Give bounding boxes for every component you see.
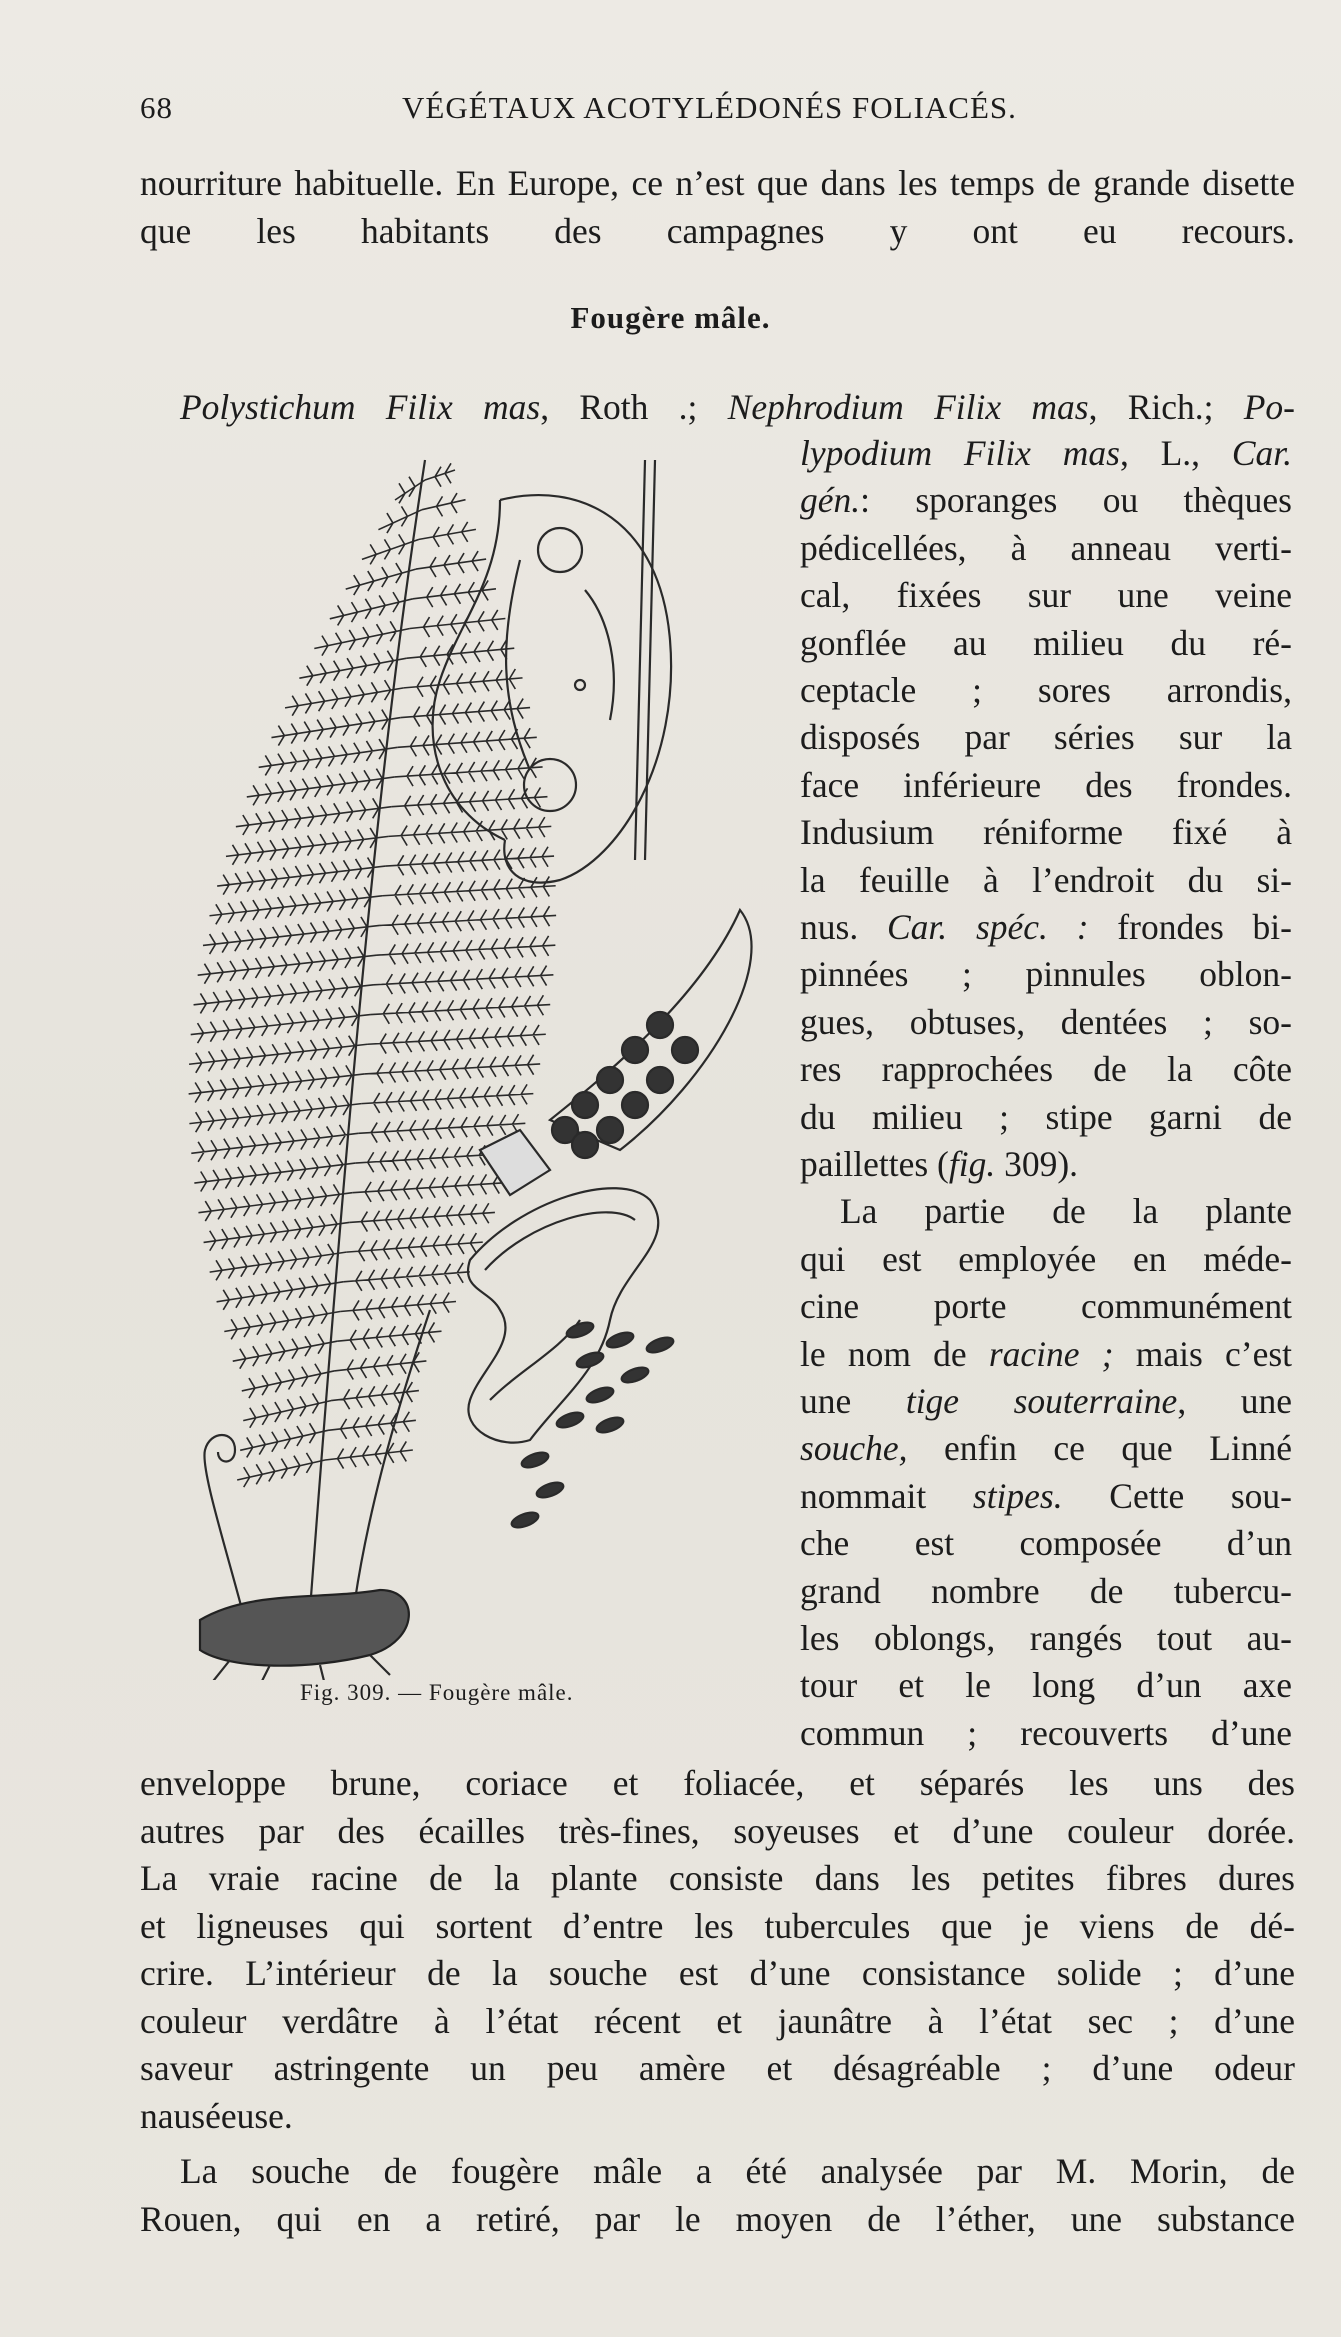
column-line (800, 1236, 1292, 1283)
column-line (800, 857, 1292, 904)
text-run: mais c’est (1113, 1333, 1292, 1374)
paragraph-line: enveloppe brune, coriace et foliacée, et séparés les uns des (140, 1763, 1295, 1803)
italic-term: tige souterraine (905, 1381, 1178, 1421)
figure-caption: Fig. 309. — Fougère mâle. (300, 1680, 574, 1705)
column-line (800, 572, 1292, 619)
fern-pinna (189, 1065, 365, 1102)
paragraph-line: couleur verdâtre à l’état récent et jaunâtre à l’état sec ; d’une (140, 2000, 1295, 2041)
sorus-dot (572, 1092, 598, 1118)
text-run: enfin ce que Linné (907, 1428, 1292, 1469)
text-run: une (800, 1381, 906, 1421)
fern-pinna (217, 1274, 344, 1310)
column-line (800, 1615, 1292, 1662)
text-run: qui est employée en méde- (800, 1238, 1292, 1279)
column-line (800, 1094, 1292, 1141)
paragraph-line: La vraie racine de la plante consiste dans les petites fibres dures (140, 1858, 1295, 1898)
italic-term: racine ; (988, 1333, 1114, 1374)
fern-pinna (328, 1412, 416, 1439)
fern-pinna (247, 769, 395, 806)
column-line (800, 525, 1292, 572)
text-run: gues, obtuses, dentées ; so- (800, 1001, 1292, 1042)
fern-pinna (361, 1084, 533, 1113)
column-line (800, 1710, 1292, 1757)
fern-pinna (373, 966, 553, 995)
column-line (800, 1473, 1292, 1520)
text-run: che est composée d’un (800, 1523, 1292, 1564)
text-run: du milieu ; stipe garni de (800, 1096, 1292, 1137)
italic-term: lypodium Filix mas (800, 433, 1120, 473)
text-run: cal, fixées sur une veine (800, 575, 1292, 616)
italic-term: fig. (948, 1144, 996, 1184)
column-line (800, 904, 1292, 951)
fern-pinna (194, 1155, 355, 1192)
text-run: les oblongs, rangés tout au- (800, 1618, 1292, 1658)
text-run: nommait (800, 1475, 973, 1516)
rhizome-scale (555, 1410, 585, 1431)
fern-pinna (410, 610, 506, 637)
column-line (800, 1378, 1292, 1425)
column-line (800, 430, 1292, 477)
fern-pinna (358, 1114, 525, 1142)
italic-term: souche, (800, 1428, 908, 1469)
fern-pinna (203, 917, 380, 954)
column-line (800, 1425, 1292, 1472)
fern-pinna (352, 1174, 506, 1202)
column-line (800, 1141, 1292, 1188)
column-line (800, 620, 1292, 667)
text-run: 309). (995, 1144, 1079, 1184)
column-line (800, 809, 1292, 856)
sorus-dot (647, 1012, 673, 1038)
text-run: nus. (800, 907, 887, 947)
fern-pinna (407, 639, 514, 667)
sorus-dot (672, 1037, 698, 1063)
text-run: grand nombre de tubercu- (800, 1570, 1292, 1611)
fern-pinna (189, 1036, 367, 1073)
italic-term: gén. (800, 480, 861, 521)
column-line (800, 1662, 1292, 1709)
fern-pinna (364, 1055, 540, 1084)
rhizome-scale (520, 1450, 550, 1471)
fern-pinna (330, 592, 413, 625)
fern-pinna (285, 680, 404, 716)
fern-pinna (419, 522, 476, 547)
text-run: Indusium réniforme fixé à (800, 812, 1292, 853)
synonym-auth-1: , Roth .; (540, 387, 728, 427)
synonym-name-2: Nephrodium Filix mas (727, 387, 1089, 427)
fern-pinna (370, 995, 550, 1024)
text-run: , une (1177, 1381, 1293, 1421)
fern-pinna (325, 1441, 413, 1468)
page-header (140, 90, 1290, 136)
text-run: pédicellées, à anneau verti- (800, 527, 1292, 568)
fern-pinna (243, 1393, 331, 1427)
fern-pinna (343, 1263, 470, 1291)
rhizome-scale (595, 1415, 625, 1436)
fern-pinna (340, 1293, 456, 1321)
rhizome-scale (605, 1330, 635, 1351)
fern-pinna (189, 1095, 361, 1132)
sorus-dot (597, 1067, 623, 1093)
fern-pinna (299, 651, 406, 686)
text-run: pinnées ; pinnules oblon- (800, 954, 1292, 995)
column-line (800, 1331, 1292, 1378)
paragraph-line: La souche de fougère mâle a été analysée par M. Morin, de (180, 2151, 1295, 2191)
section-title: Fougère mâle. (570, 300, 771, 335)
italic-term: stipes. (972, 1475, 1063, 1516)
synonym-name-3: Po- (1243, 387, 1295, 427)
synonyms-line (180, 384, 1295, 432)
italic-term: Car. spéc. : (886, 907, 1089, 947)
text-run: disposés par séries sur la (800, 717, 1292, 758)
synonym-auth-2: , Rich.; (1088, 387, 1244, 427)
paragraph-line: et ligneuses qui sortent d’entre les tubercules que je viens de dé- (140, 1905, 1295, 1946)
synonym-name-1: Polystichum Filix mas (180, 387, 541, 427)
intro-paragraph: nourriture habituelle. En Europe, ce n’est que dans les temps de grande disette que les habitants des campagnes y ont eu recours. (140, 163, 1295, 251)
column-line (800, 1283, 1292, 1330)
column-line (800, 1568, 1292, 1615)
fern-pinna (217, 857, 385, 894)
fern-pinna (204, 1214, 350, 1251)
paragraph-line: Rouen, qui en a retiré, par le moyen de l’éther, une substance (140, 2198, 1295, 2239)
fern-pinna (367, 1025, 545, 1054)
text-run: ceptacle ; sores arrondis, (800, 670, 1292, 710)
paragraph-line: saveur astringente un peu amère et désagréable ; d’une odeur (140, 2048, 1295, 2088)
rhizome-scale (575, 1350, 605, 1371)
fern-pinna (271, 710, 400, 746)
fern-pinna (198, 947, 377, 984)
text-run: la feuille à l’endroit du si- (800, 859, 1292, 900)
text-run: paillettes ( (800, 1144, 949, 1184)
paragraph-line: autres par des écailles très-fines, soyeuses et d’une couleur dorée. (140, 1810, 1295, 1851)
rhizome-scale (620, 1365, 650, 1386)
column-line (800, 1046, 1292, 1093)
text-run: frondes bi- (1088, 907, 1292, 947)
paragraph-line: crire. L’intérieur de la souche est d’une consistance solide ; d’une (140, 1953, 1295, 1993)
text-run: face inférieure des frondes. (800, 764, 1292, 805)
fern-pinna (349, 1203, 495, 1231)
fern-pinna (236, 798, 392, 835)
text-run: cine porte communément (800, 1286, 1292, 1327)
fern-illustration (140, 440, 790, 1680)
italic-term: Car. (1231, 433, 1293, 473)
fern-pinna (380, 906, 557, 935)
sorus-dot (597, 1117, 623, 1143)
column-line (840, 1188, 1292, 1235)
column-line (800, 714, 1292, 761)
fern-pinna (191, 1125, 358, 1162)
fern-pinna (237, 1453, 325, 1487)
fern-pinna (377, 936, 556, 965)
fern-pinna (395, 758, 543, 786)
text-run: , L., (1119, 433, 1232, 473)
text-run: Cette sou- (1062, 1475, 1292, 1516)
fern-pinna (346, 1233, 483, 1261)
fern-pinna (337, 1322, 441, 1350)
text-run: res rapprochées de la côte (800, 1049, 1292, 1090)
fern-pinna (191, 1006, 371, 1043)
text-run: tour et le long d’un axe (800, 1665, 1292, 1706)
fern-pinna (422, 493, 466, 516)
column-line (800, 1520, 1292, 1567)
text-run: La partie de la plante (840, 1191, 1292, 1232)
fern-pinna (404, 669, 523, 697)
text-run: commun ; recouverts d’une (800, 1712, 1292, 1753)
fern-pinna (194, 976, 374, 1013)
fern-pinna (389, 817, 552, 845)
sorus-dot (622, 1092, 648, 1118)
text-run: : sporanges ou thèques (860, 480, 1292, 521)
rhizome-scale (510, 1510, 540, 1531)
fern-pinna (242, 1364, 334, 1398)
fern-pinna (198, 1184, 352, 1221)
sorus-dot (647, 1067, 673, 1093)
column-line (800, 667, 1292, 714)
rhizome-scale (565, 1320, 595, 1341)
rhizome-scale (535, 1480, 565, 1501)
sorus-dot (572, 1132, 598, 1158)
text-run: le nom de (800, 1333, 989, 1374)
sorus-dot (622, 1037, 648, 1063)
column-line (800, 477, 1292, 524)
rhizome-scale (585, 1385, 615, 1406)
running-title: VÉGÉTAUX ACOTYLÉDONÉS FOLIACÉS. (402, 90, 1017, 125)
fern-pinna (314, 621, 410, 655)
fern-pinna (233, 1334, 337, 1369)
rhizome-scale (645, 1335, 675, 1356)
fern-pinna (386, 847, 554, 876)
column-line (800, 951, 1292, 998)
page-number: 68 (140, 90, 173, 125)
fern-pinna (416, 551, 486, 577)
column-line (800, 999, 1292, 1046)
fern-pinna (224, 1304, 340, 1340)
column-line (800, 762, 1292, 809)
fern-pinna (240, 1423, 328, 1457)
paragraph-line: nauséeuse. (140, 2095, 293, 2136)
fern-pinna (425, 463, 455, 486)
fern-pinna (226, 828, 389, 865)
text-run: gonflée au milieu du ré- (800, 622, 1292, 663)
